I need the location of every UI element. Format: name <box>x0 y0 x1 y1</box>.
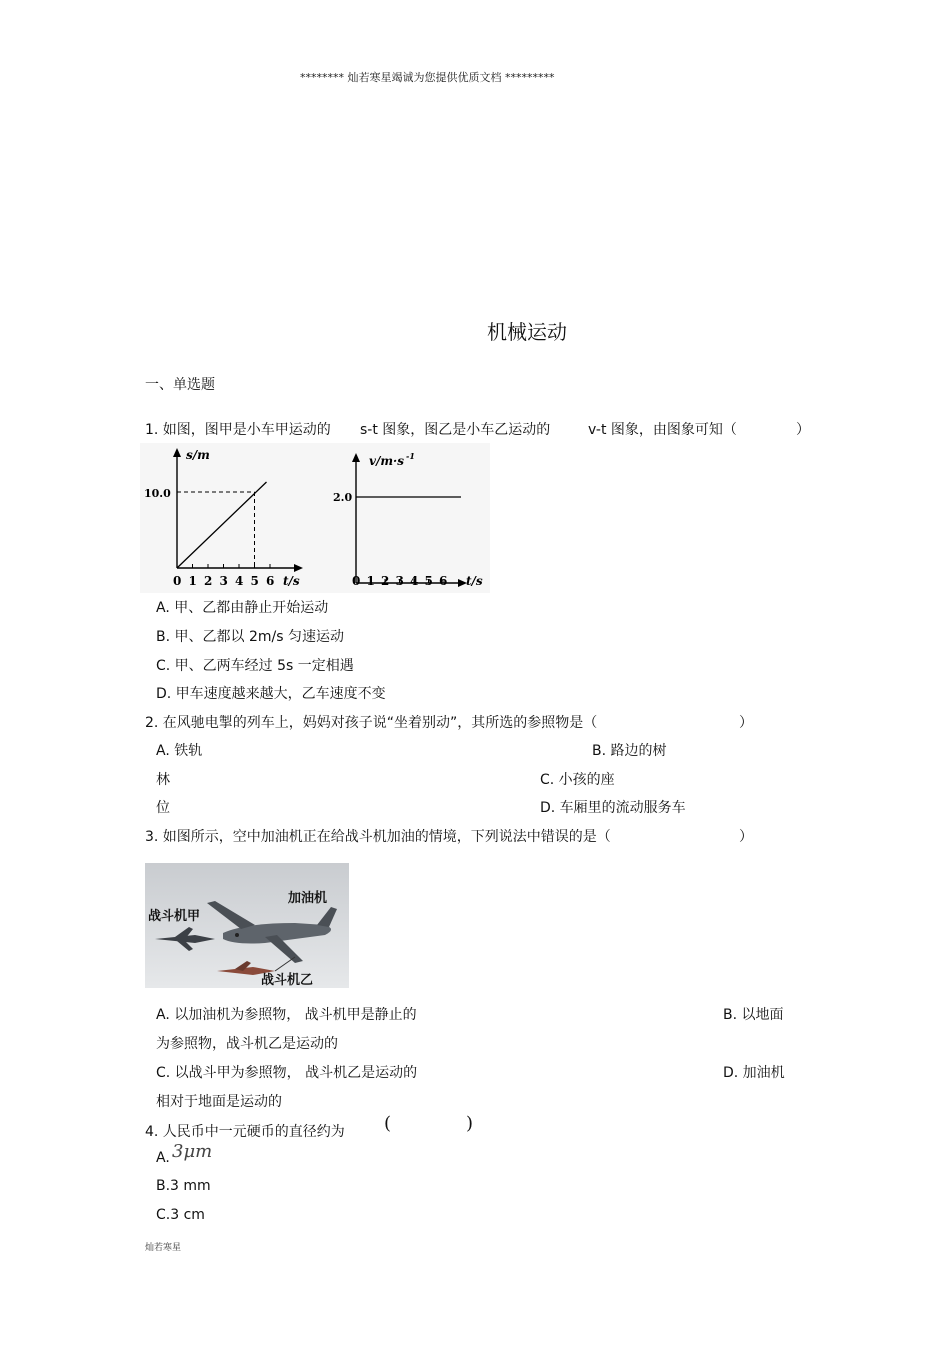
section-heading: 一、单选题 <box>145 377 215 393</box>
q4-option-a-value: 3μm <box>172 1141 213 1162</box>
page-title: 机械运动 <box>487 320 567 344</box>
q3-option-c: C. 以战斗甲为参照物， 战斗机乙是运动的 <box>156 1065 418 1081</box>
st-xtick-label: 4 <box>235 574 244 588</box>
q3-option-b-continued: 为参照物，战斗机乙是运动的 <box>156 1036 338 1052</box>
q3-option-b: B. 以地面 <box>723 1007 784 1023</box>
q1-option-b: B. 甲、乙都以 2m/s 匀速运动 <box>156 629 344 645</box>
q4-close-paren: ) <box>466 1113 474 1134</box>
st-xtick-label: 6 <box>266 574 275 588</box>
q3-stem-close-paren: ） <box>739 829 753 845</box>
vt-xtick-label: 2 <box>381 574 390 588</box>
q2-stem-close-paren: ） <box>739 715 753 731</box>
q1-option-c: C. 甲、乙两车经过 5s 一定相遇 <box>156 658 354 674</box>
vt-ytick: 2.0 <box>333 491 353 504</box>
figure-background <box>140 443 490 593</box>
q3-stem: 3. 如图所示，空中加油机正在给战斗机加油的情境，下列说法中错误的是（ <box>145 829 611 845</box>
label-tanker: 加油机 <box>288 891 328 906</box>
q3-refueling-image <box>145 863 349 988</box>
st-xlabel: t/s <box>283 574 300 588</box>
vt-xtick-label: 6 <box>439 574 448 588</box>
q3-option-a: A. 以加油机为参照物， 战斗机甲是静止的 <box>156 1007 417 1023</box>
vt-xlabel: t/s <box>466 574 483 588</box>
q4-open-paren: ( <box>384 1113 392 1134</box>
vt-xtick-label: 4 <box>410 574 419 588</box>
st-xtick-label: 2 <box>204 574 213 588</box>
q1-stem-close-paren: ） <box>796 422 810 438</box>
page-header: ******** 灿若寒星竭诚为您提供优质文档 ********* <box>300 71 555 84</box>
q2-stem: 2. 在风驰电掣的列车上，妈妈对孩子说“坐着别动”，其所选的参照物是（ <box>145 715 598 731</box>
q1-stem-part2: s-t 图象，图乙是小车乙运动的 <box>360 422 551 438</box>
q2-option-c: C. 小孩的座 <box>540 772 615 788</box>
st-ytick: 10.0 <box>144 487 171 500</box>
vt-xtick-label: 1 <box>366 574 375 588</box>
st-xtick-label: 1 <box>188 574 197 588</box>
q2-option-b: B. 路边的树 <box>592 743 667 759</box>
st-xtick-label: 3 <box>219 574 228 588</box>
st-ylabel: s/m <box>186 448 210 462</box>
vt-ylabel: v/m·s <box>369 454 404 468</box>
q4-stem: 4. 人民币中一元硬币的直径约为 <box>145 1124 345 1140</box>
vt-xtick-label: 3 <box>395 574 404 588</box>
vt-ylabel-exponent: -1 <box>406 451 415 461</box>
page-footer: 灿若寒星 <box>145 1243 182 1253</box>
vt-xtick-label: 0 <box>352 574 361 588</box>
q4-option-a-label: A. <box>156 1150 170 1166</box>
st-xtick-label: 0 <box>173 574 182 588</box>
q2-option-c-continued: 位 <box>156 800 170 816</box>
q2-option-d: D. 车厢里的流动服务车 <box>540 800 686 816</box>
q4-option-b: B.3 mm <box>156 1178 211 1194</box>
q2-option-a: A. 铁轨 <box>156 743 203 759</box>
label-jet-b: 战斗机乙 <box>261 973 314 988</box>
st-xtick-label: 5 <box>250 574 259 588</box>
q1-option-a: A. 甲、乙都由静止开始运动 <box>156 600 329 616</box>
q3-option-d: D. 加油机 <box>723 1065 785 1081</box>
q2-option-b-continued: 林 <box>156 772 170 788</box>
label-jet-a: 战斗机甲 <box>148 909 201 924</box>
q1-figure <box>140 443 490 593</box>
q1-stem-part3: v-t 图象，由图象可知（ <box>588 422 737 438</box>
vt-xtick-label: 5 <box>424 574 433 588</box>
q1-stem-part1: 1. 如图，图甲是小车甲运动的 <box>145 422 331 438</box>
q4-option-c: C.3 cm <box>156 1207 205 1223</box>
q1-option-d: D. 甲车速度越来越大，乙车速度不变 <box>156 686 386 702</box>
q3-option-d-continued: 相对于地面是运动的 <box>156 1094 282 1110</box>
